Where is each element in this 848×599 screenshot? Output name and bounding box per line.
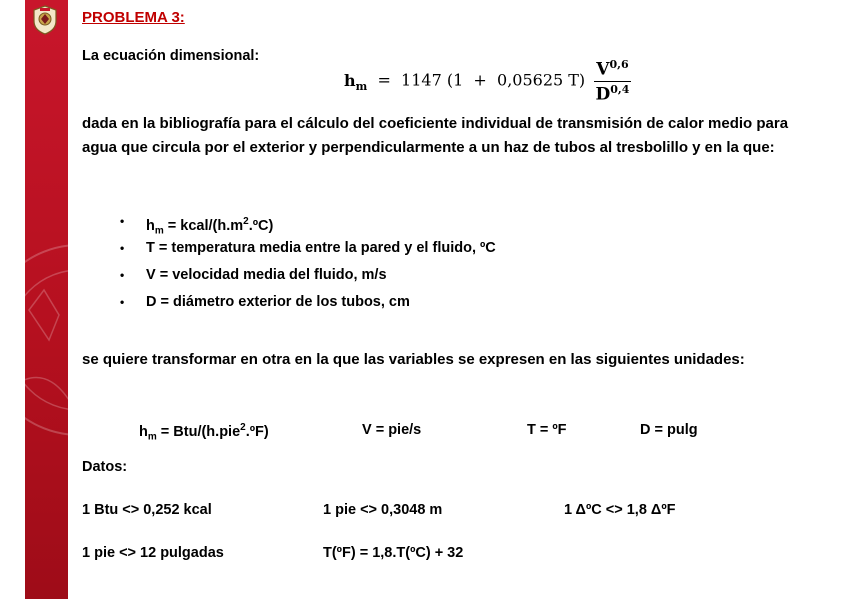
datos-row xyxy=(82,545,822,567)
formula-lhs-sub: m xyxy=(355,79,368,93)
formula-equals: = xyxy=(377,70,391,90)
unit-hm: $h_m$ = Btu/(h.pie$^2$.ºF) xyxy=(139,422,269,443)
dimensional-equation xyxy=(344,58,631,104)
sidebar-band xyxy=(25,0,68,599)
unit-v: V = pie/s xyxy=(362,422,422,438)
list-item: • D = diámetro exterior de los tubos, cm xyxy=(120,294,410,310)
unit-d: D = pulg xyxy=(640,422,698,438)
list-item: • T = temperatura media entre la pared y el fluido, ºC xyxy=(120,240,496,256)
list-item: • $h_m$ = kcal/$(h.m^2.ºC)$ xyxy=(120,214,274,237)
seal-watermark-icon xyxy=(25,230,68,530)
transform-paragraph: se quiere transformar en otra en la que las variables se expresen en las siguientes unidades: xyxy=(82,351,745,368)
unit-t: T = ºF xyxy=(527,422,567,438)
intro-text: La ecuación dimensional: xyxy=(82,48,260,64)
variables-list xyxy=(120,208,496,316)
datos-btu: 1 Btu <> 0,252 kcal xyxy=(82,502,212,518)
datos-pie-pulg: 1 pie <> 12 pulgadas xyxy=(82,545,224,561)
university-seal-icon xyxy=(32,5,58,35)
formula-body: 1147 (1 + 0,05625 T) xyxy=(401,70,586,90)
datos-label: Datos: xyxy=(82,459,128,475)
datos-delta: 1 ΔºC <> 1,8 ΔºF xyxy=(564,502,676,518)
list-item: • V = velocidad media del fluido, m/s xyxy=(120,267,387,283)
formula-lhs: h xyxy=(344,70,356,90)
formula-denominator: D$^{0,4}$ xyxy=(595,82,630,105)
datos-pie-m: 1 pie <> 0,3048 m xyxy=(323,502,443,518)
datos-row xyxy=(82,502,822,524)
formula-fraction xyxy=(594,58,630,104)
problem-title: PROBLEMA 3: xyxy=(82,9,185,26)
target-units-row xyxy=(139,422,779,444)
formula-numerator: V$^{0,6}$ xyxy=(596,58,629,80)
description-paragraph: dada en la bibliografía para el cálculo del coeficiente individual de transmisión de calor medio para agua que circula por el exterior y perpendicularmente a un haz de tubos al tresbolillo y en la que: xyxy=(82,115,789,156)
datos-temp: T(ºF) = 1,8.T(ºC) + 32 xyxy=(323,545,464,561)
